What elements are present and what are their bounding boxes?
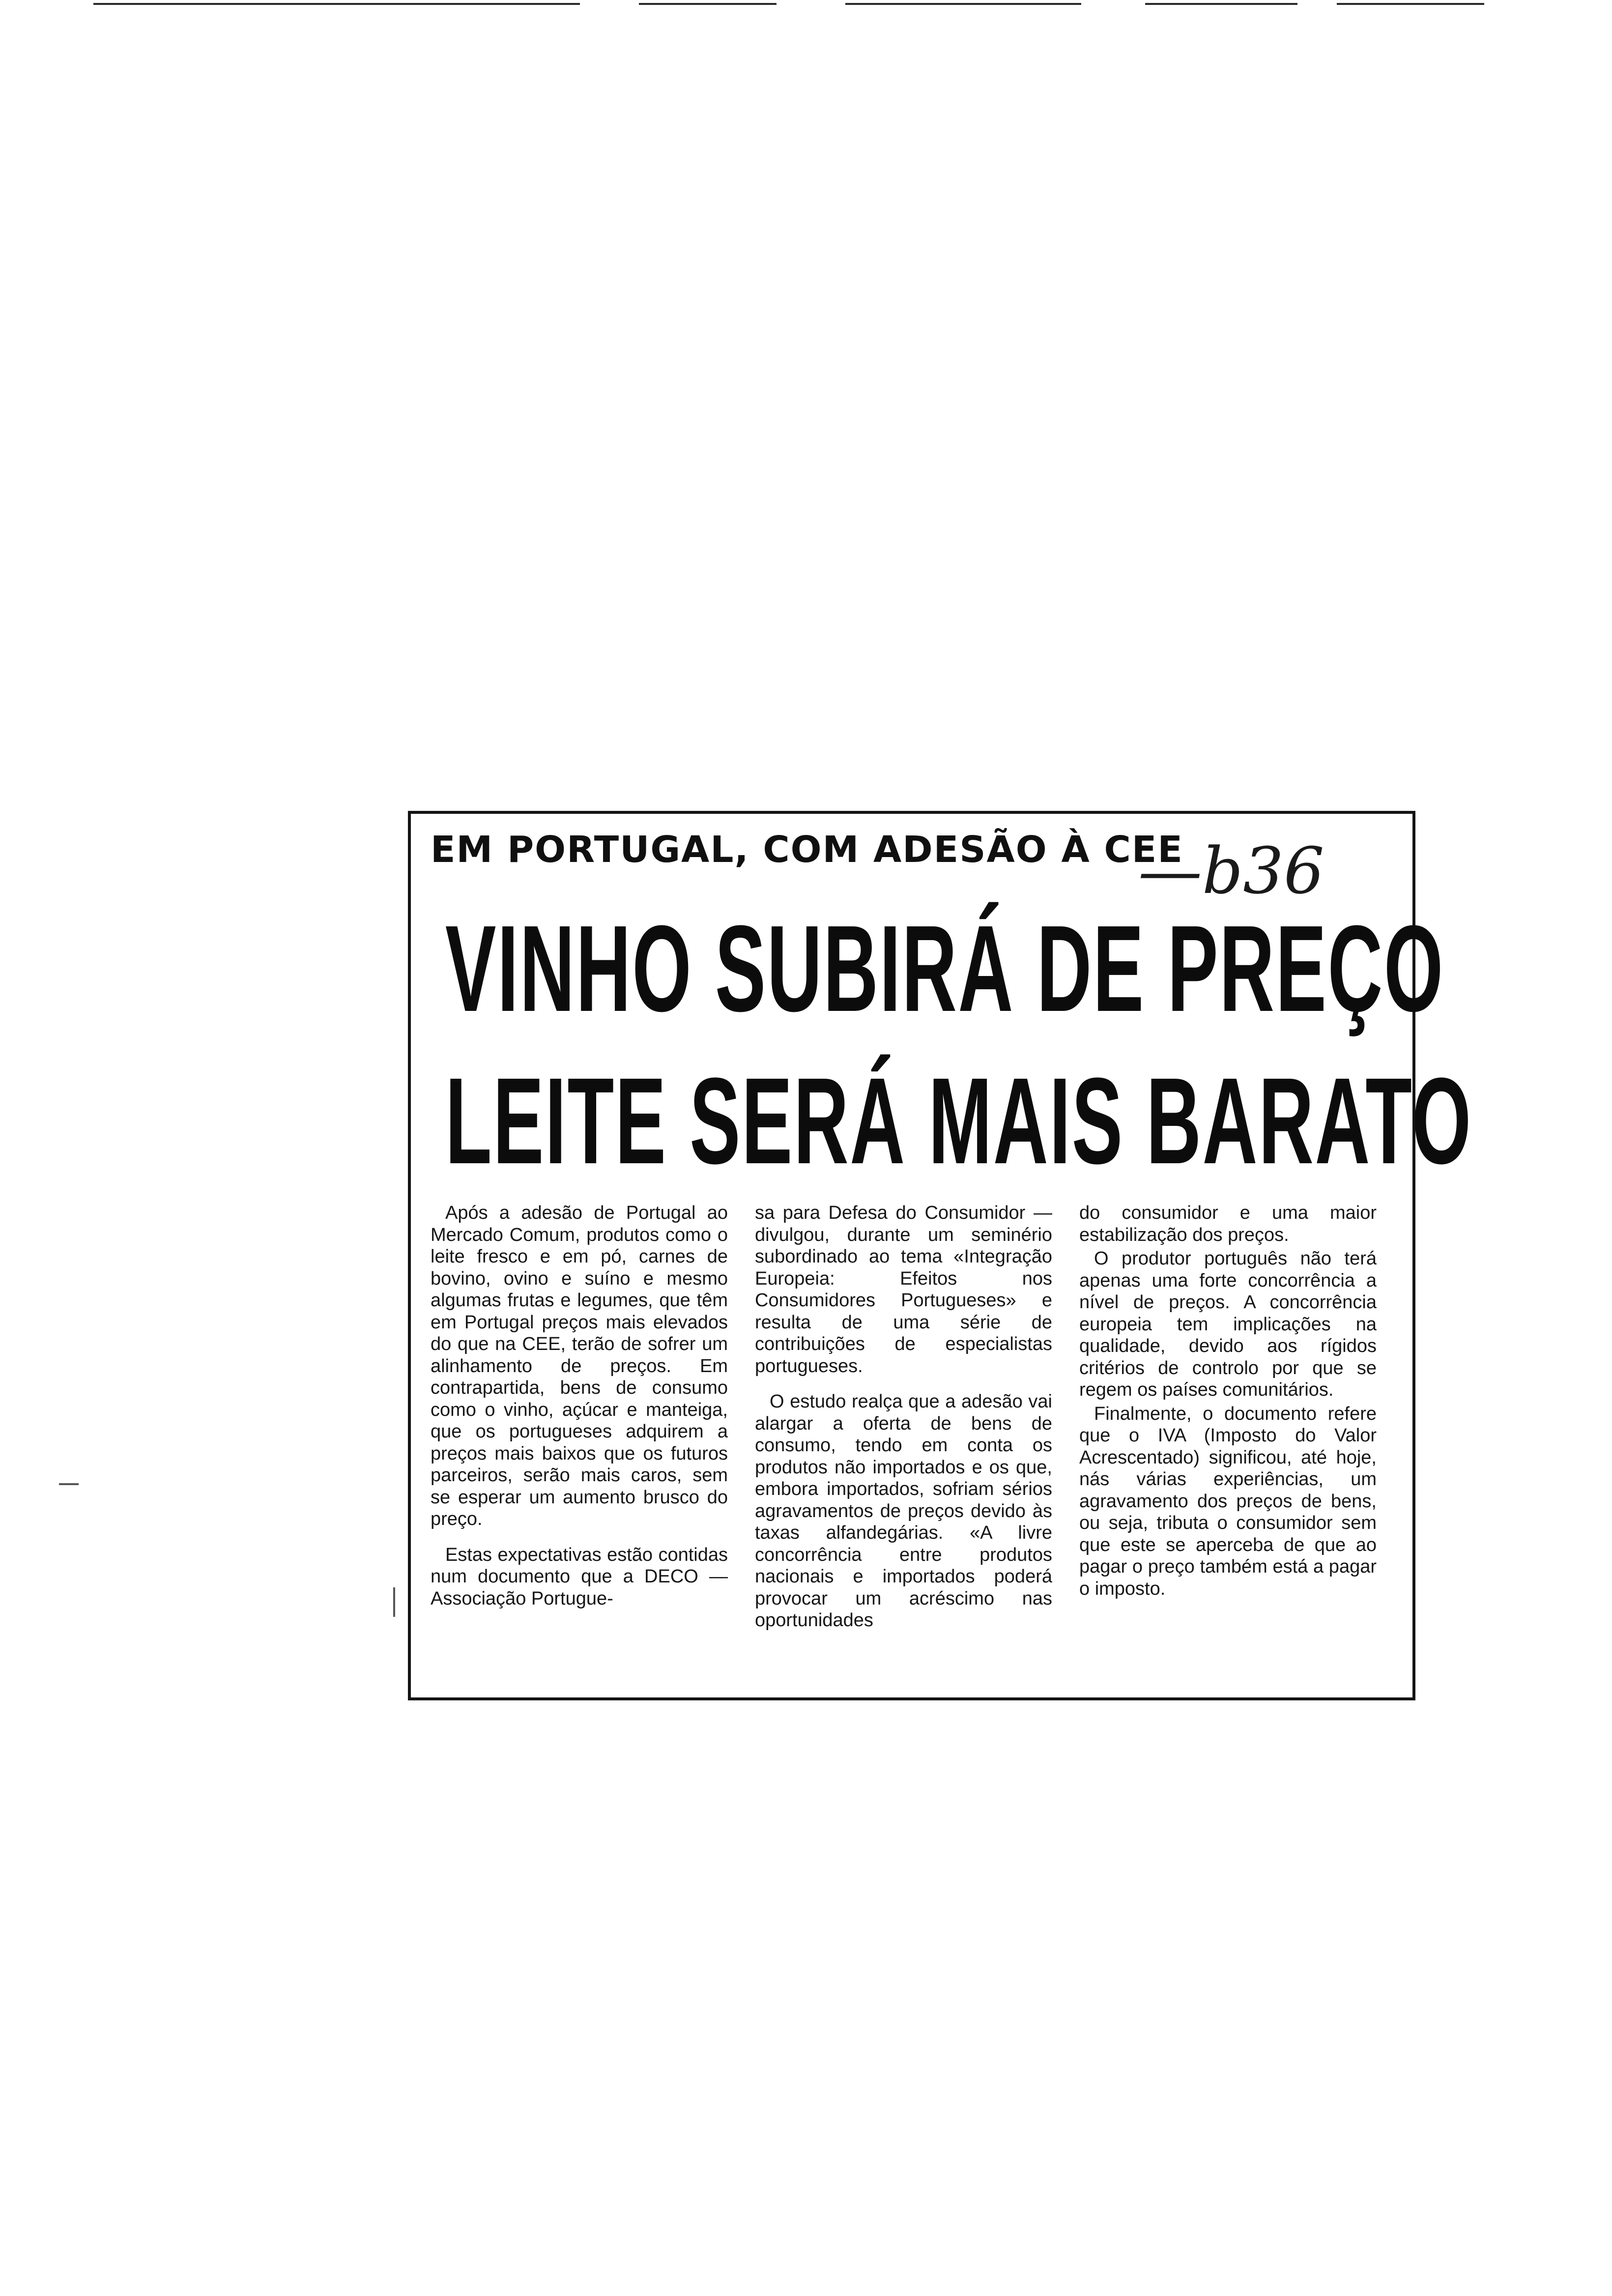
margin-mark xyxy=(59,1483,79,1485)
article-kicker: EM PORTUGAL, COM ADESÃO À CEE xyxy=(431,829,1183,871)
scan-edge-line xyxy=(845,3,1081,5)
headline-line-2: LEITE SERÁ MAIS BARATO xyxy=(445,1052,1472,1189)
scan-edge-line xyxy=(1145,3,1297,5)
paragraph: Estas expectativas estão contidas num documento que a DECO — Associação Portugue- xyxy=(431,1544,728,1609)
article-column-2 xyxy=(755,1202,1052,1645)
paragraph: do consumidor e uma maior estabilização dos preços. xyxy=(1079,1203,1377,1245)
paragraph: O estudo realça que a adesão vai alargar a oferta de bens de consumo, tendo em conta os produtos não importados e os que, embora importados, sofriam sérios agravamentos de preços devido às taxas alfandegárias. «A livre concorrência entre produtos nacionais e importados poderá provocar um acréscimo nas oportunidades xyxy=(755,1391,1052,1631)
paragraph: Após a adesão de Portugal ao Mercado Comum, produtos como o leite fresco e em pó, carnes de bovino, ovino e suíno e mesmo algumas frutas e legumes, que têm em Portugal preços mais elevados do que na CEE, terão de sofrer um alinhamento de preços. Em contrapartida, bens de consumo como o vinho, açúcar e manteiga, que os portugueses adquirem a preços mais baixos que os futuros parceiros, serão mais caros, sem se esperar um aumento brusco do preço. xyxy=(431,1203,728,1529)
headline-line-1: VINHO SUBIRÁ DE PREÇO xyxy=(445,900,1444,1037)
article-column-1 xyxy=(431,1202,728,1623)
scan-edge-line xyxy=(1337,3,1484,5)
article-column-3 xyxy=(1079,1202,1377,1613)
paragraph: Finalmente, o documento refere que o IVA (Imposto do Valor Acrescentado) significou, até hoje, nás várias experiências, um agravamento dos preços de bens, ou seja, tributa o consumidor sem que este se aperceba de que ao pagar o preço também está a pagar o imposto. xyxy=(1079,1403,1377,1599)
margin-mark xyxy=(393,1587,395,1617)
newspaper-clipping xyxy=(408,811,1472,1700)
paragraph: sa para Defesa do Consumidor — divulgou, durante um seminério subordinado ao tema «Integração Europeia: Efeitos nos Consumidores Portugueses» e resulta de uma série de contribuições de especialistas portugueses. xyxy=(755,1203,1052,1377)
handwritten-annotation: —b36 xyxy=(1138,833,1324,908)
scan-edge-line xyxy=(639,3,777,5)
scan-edge-line xyxy=(93,3,580,5)
paragraph: O produtor português não terá apenas uma forte concorrência a nível de preços. A concorrência europeia tem implicações na qualidade, devido aos rígidos critérios de controlo por que se regem os países comunitários. xyxy=(1079,1248,1377,1400)
